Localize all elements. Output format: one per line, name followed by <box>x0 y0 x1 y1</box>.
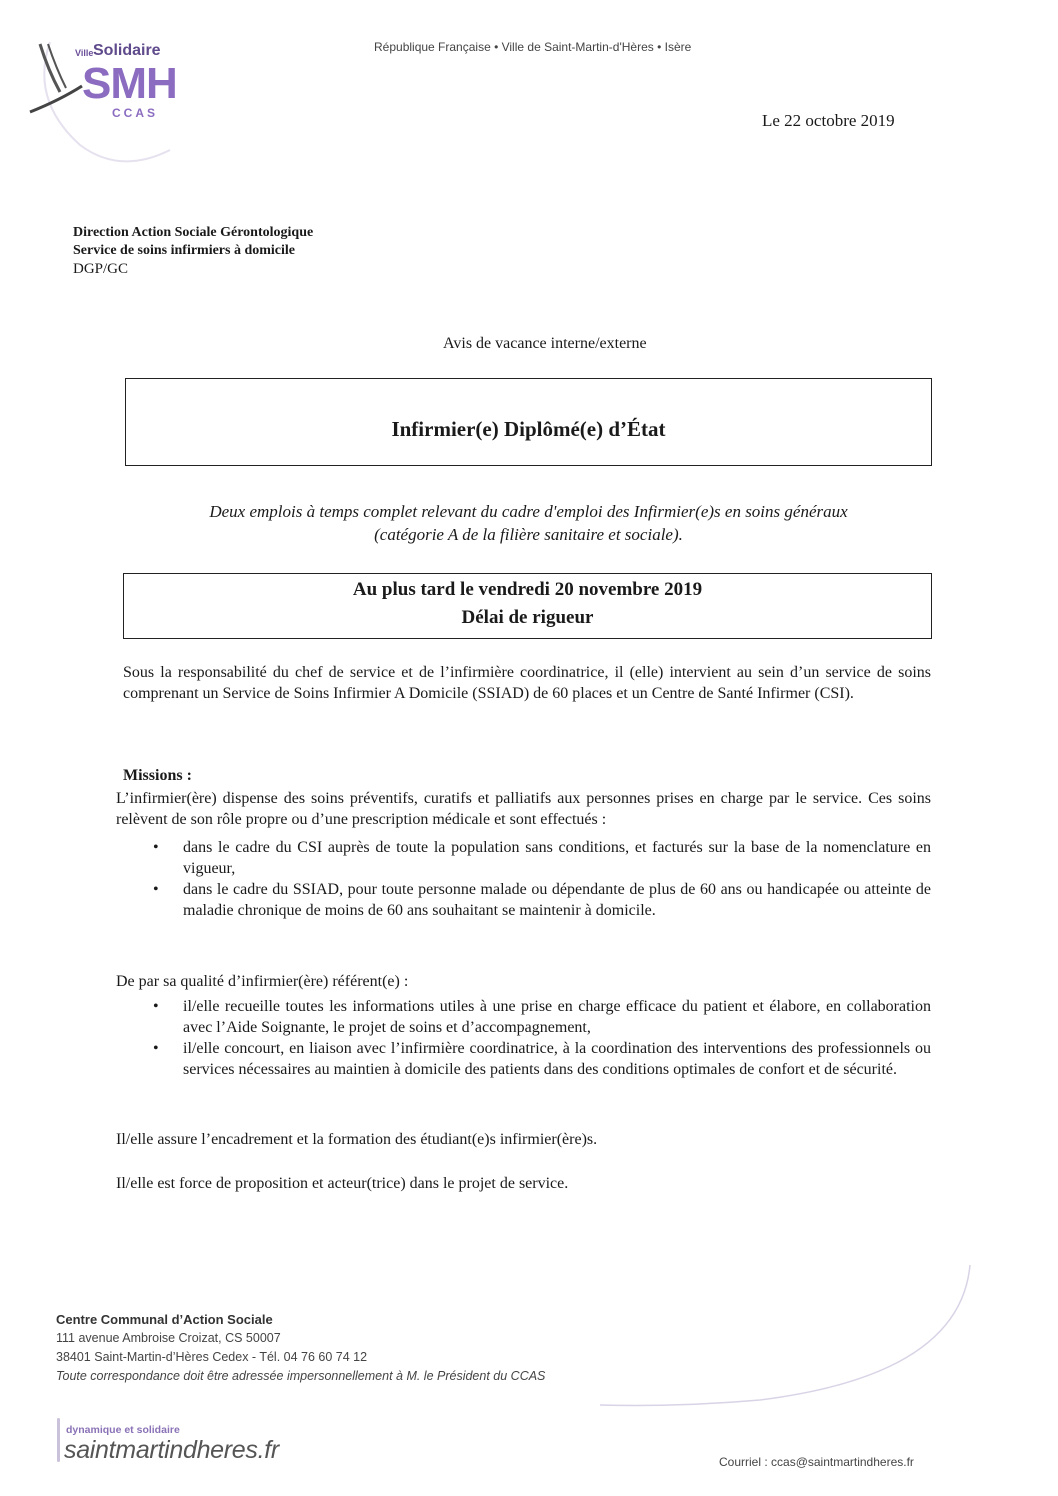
bullet-text: dans le cadre du CSI auprès de toute la population sans conditions, et facturés sur la base de la nomenclature en vigueur, <box>183 839 931 877</box>
deadline-date: Au plus tard le vendredi 20 novembre 2019 <box>352 579 703 600</box>
footer-address <box>56 1310 545 1386</box>
direction-line-2: Service de soins infirmiers à domicile <box>73 243 296 258</box>
website-link[interactable]: saintmartindheres.fr <box>64 1436 279 1464</box>
list-item <box>121 996 931 1038</box>
bullet-text: il/elle recueille toutes les informations utiles à une prise en charge efficace du patient et élabore, en collaboration avec l’Aide Soignante, le projet de soins et d’accompagnement, <box>183 998 931 1036</box>
list-item <box>121 1038 931 1080</box>
job-title: Infirmier(e) Diplômé(e) d’État <box>391 417 666 441</box>
encadrement-line: Il/elle assure l’encadrement et la formation des étudiant(e)s infirmier(ère)s. <box>116 1131 598 1148</box>
letter-date: Le 22 octobre 2019 <box>762 111 895 130</box>
bullet-text: il/elle concourt, en liaison avec l’infirmière coordinatrice, à la coordination des interventions des professionnels ou services nécessaires au maintien à domicile des patients dans des conditions optimales de confort et de sécurité. <box>183 1040 931 1078</box>
decorative-swoosh-icon <box>600 1255 980 1415</box>
logo-smh: SMH <box>82 59 177 108</box>
footer-address-line-1: 111 avenue Ambroise Croizat, CS 50007 <box>56 1331 281 1345</box>
bullet-icon: • <box>153 998 159 1015</box>
logo-ville: Ville <box>75 48 94 58</box>
force-line: Il/elle est force de proposition et acteur(trice) dans le projet de service. <box>116 1175 569 1192</box>
deadline-note: Délai de rigueur <box>461 607 594 628</box>
logo-ccas: CCAS <box>112 106 159 120</box>
ccas-logo <box>20 30 195 170</box>
missions-title: Missions : <box>123 767 192 784</box>
intro-italic <box>125 500 932 546</box>
list-item <box>121 837 931 879</box>
intro-line-2: (catégorie A de la filière sanitaire et sociale). <box>374 525 683 544</box>
bullet-text: dans le cadre du SSIAD, pour toute personne malade ou dépendante de plus de 60 ans ou handicapée ou atteinte de maladie chronique de moins de 60 ans souhaitant se maintenir à domicile. <box>183 881 931 919</box>
list-item <box>121 879 931 921</box>
intro-paragraph: Sous la responsabilité du chef de service et de l’infirmière coordinatrice, il (elle) intervient au sein d’un service de soins comprenant un Service de Soins Infirmier A Domicile (SSIAD) de 60 places et un Centre de Santé Infirmer (CSI). <box>123 664 931 702</box>
missions-text: L’infirmier(ère) dispense des soins préventifs, curatifs et palliatifs aux personnes prises en charge par le service. Ces soins relèvent de son rôle propre ou d’une prescription médicale et sont effectués : <box>116 790 931 828</box>
direction-block <box>73 224 313 278</box>
intro-line-1: Deux emplois à temps complet relevant du cadre d'emploi des Infirmier(e)s en soins généraux <box>209 502 848 521</box>
direction-line-1: Direction Action Sociale Gérontologique <box>73 225 314 240</box>
bullet-icon: • <box>153 881 159 898</box>
missions-bullet-list <box>121 837 931 921</box>
referent-bullet-list <box>121 996 931 1080</box>
bullet-icon: • <box>153 1040 159 1057</box>
tagline-small: dynamique et solidaire <box>66 1424 180 1436</box>
job-title-box <box>125 378 932 466</box>
bullet-icon: • <box>153 839 159 856</box>
footer-address-line-2: 38401 Saint-Martin-d’Hères Cedex - Tél. 04 76 60 74 12 <box>56 1350 368 1364</box>
referent-title: De par sa qualité d’infirmier(ère) référent(e) : <box>116 973 409 990</box>
deadline-box <box>123 573 932 639</box>
courriel-email[interactable]: Courriel : ccas@saintmartindheres.fr <box>719 1455 914 1469</box>
logo-solidaire: Solidaire <box>93 42 161 59</box>
avis-heading: Avis de vacance interne/externe <box>443 335 647 352</box>
footer-note: Toute correspondance doit être adressée impersonnellement à M. le Président du CCAS <box>56 1369 546 1383</box>
footer-org: Centre Communal d’Action Sociale <box>56 1312 273 1327</box>
republic-header: République Française • Ville de Saint-Martin-d'Hères • Isère <box>374 40 692 54</box>
tagline-bar <box>57 1418 60 1462</box>
direction-ref: DGP/GC <box>73 261 129 277</box>
